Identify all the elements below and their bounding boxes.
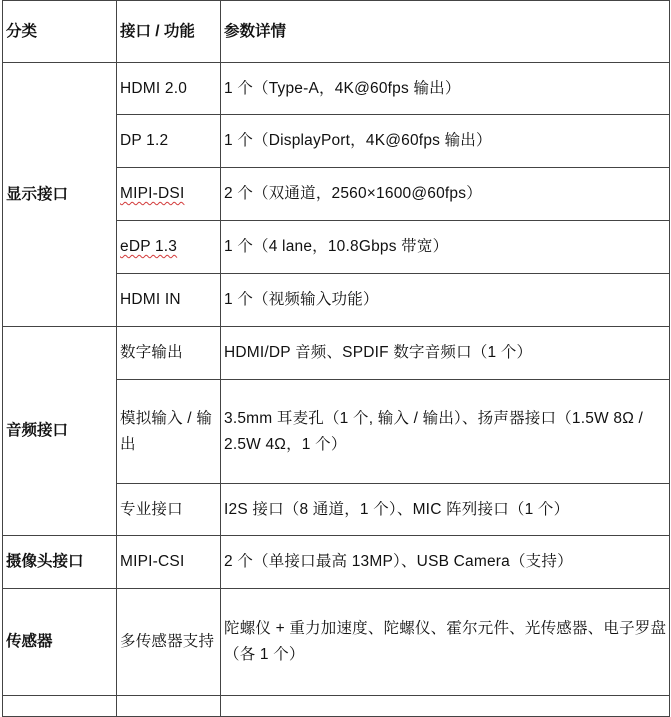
- category-display: 显示接口: [3, 63, 117, 327]
- detail-cell: 2 个（双通道，2560×1600@60fps）: [221, 168, 670, 221]
- table-row: [3, 63, 670, 115]
- table-row: [3, 327, 670, 380]
- table-row: [3, 589, 670, 696]
- interface-cell: HDMI 2.0: [117, 63, 221, 115]
- interface-cell: HDMI IN: [117, 274, 221, 327]
- header-category: 分类: [3, 1, 117, 63]
- interface-cell: 多传感器支持: [117, 589, 221, 696]
- spec-table: [2, 0, 670, 717]
- interface-cell: 专业接口: [117, 484, 221, 536]
- category-audio: 音频接口: [3, 327, 117, 536]
- interface-cell: 数字输出: [117, 327, 221, 380]
- interface-text: eDP 1.3: [120, 238, 178, 255]
- table-row: [3, 536, 670, 589]
- empty-cell: [3, 696, 117, 717]
- detail-cell: I2S 接口（8 通道，1 个）、MIC 阵列接口（1 个）: [221, 484, 670, 536]
- interface-cell: DP 1.2: [117, 115, 221, 168]
- interface-cell: MIPI-CSI: [117, 536, 221, 589]
- detail-cell: 1 个（4 lane，10.8Gbps 带宽）: [221, 221, 670, 274]
- header-interface: 接口 / 功能: [117, 1, 221, 63]
- detail-cell: 1 个（视频输入功能）: [221, 274, 670, 327]
- header-detail: 参数详情: [221, 1, 670, 63]
- detail-cell: 3.5mm 耳麦孔（1 个, 输入 / 输出）、扬声器接口（1.5W 8Ω / 2.5W 4Ω，1 个）: [221, 380, 670, 484]
- interface-cell: [117, 168, 221, 221]
- table-header-row: [3, 1, 670, 63]
- empty-cell: [221, 696, 670, 717]
- category-sensor: 传感器: [3, 589, 117, 696]
- category-camera: 摄像头接口: [3, 536, 117, 589]
- interface-text: MIPI-DSI: [120, 185, 185, 202]
- detail-cell: 2 个（单接口最高 13MP）、USB Camera（支持）: [221, 536, 670, 589]
- interface-cell: [117, 221, 221, 274]
- detail-cell: 陀螺仪 + 重力加速度、陀螺仪、霍尔元件、光传感器、电子罗盘（各 1 个）: [221, 589, 670, 696]
- table-row-partial: [3, 696, 670, 717]
- interface-cell: 模拟输入 / 输出: [117, 380, 221, 484]
- detail-cell: 1 个（DisplayPort，4K@60fps 输出）: [221, 115, 670, 168]
- empty-cell: [117, 696, 221, 717]
- detail-cell: HDMI/DP 音频、SPDIF 数字音频口（1 个）: [221, 327, 670, 380]
- detail-cell: 1 个（Type-A，4K@60fps 输出）: [221, 63, 670, 115]
